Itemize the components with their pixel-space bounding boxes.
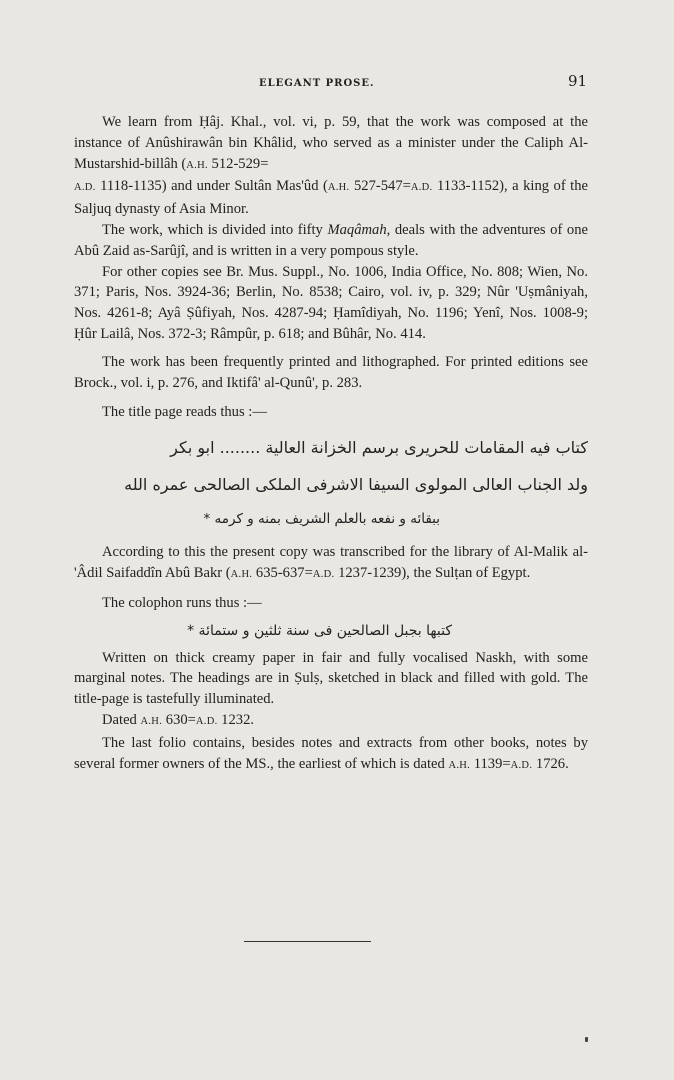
arabic-title-line-2: ولد الجناب العالى المولوى السيفا الاشرفى الملكى الصالحى عمره الله [124, 475, 588, 495]
colophon-intro: The colophon runs thus :— [102, 594, 262, 611]
page-header [0, 68, 674, 92]
paragraph-1: We learn from Ḥâj. Khal., vol. vi, p. 59, that the work was composed at the instance of Anûshirawân bin Khâlid, who served as a minister under the Caliph Al-Mustarshid-billâh (A.H. 512-529= A.D. 1118-1135) and under Sultân Mas'ûd (A.H. 527-547=A.D. 1133-1152), a king of the Saljuq dynasty of Asia Minor. [74, 114, 589, 218]
paragraph-3: For other copies see Br. Mus. Suppl., No. 1006, India Office, No. 808; Wien, No. 371; Paris, Nos. 3924-36; Berlin, No. 8538; Cairo, vol. iv, p. 329; Nûr 'Uṣmâniyah, Nos. 4261-8; Ayâ Ṣûfiyah, Nos. 4287-94; Ḥamîdiyah, No. 1196; Yenî, Nos. 1008-9; Ḥûr Lailâ, Nos. 372-3; Râmpûr, p. 618; and Bûhâr, No. 414. [74, 263, 588, 342]
section-divider [244, 941, 371, 942]
main-text [74, 112, 588, 776]
paragraph-6: Written on thick creamy paper in fair and fully vocalised Naskh, with some marginal notes. The headings are in Ṣulṣ, sketched in black and filled with gold. The title-page is tastefully illuminated. [74, 649, 588, 708]
paragraph-7: The last folio contains, besides notes and extracts from other books, notes by several former owners of the MS., the earliest of which is dated A.H. 1139=A.D. 1726. [74, 734, 588, 772]
paragraph-4: The work has been frequently printed and lithographed. For printed editions see Brock., vol. i, p. 276, and Iktifâ' al-Qunû', p. 283. [74, 353, 588, 391]
running-head: ELEGANT PROSE. [259, 78, 375, 89]
dated-line: Dated A.H. 630=A.D. 1232. [102, 711, 255, 728]
paragraph-5: According to this the present copy was transcribed for the library of Al-Malik al-'Âdil Saifaddîn Abû Bakr (A.H. 635-637=A.D. 1237-1239), the Sulṭan of Egypt. [74, 544, 588, 581]
title-intro: The title page reads thus :— [102, 404, 267, 421]
ink-speck [585, 1037, 588, 1042]
arabic-title-line-1: كتاب فيه المقامات للحريرى برسم الخزانة العالية ........ ابو بكر [170, 438, 588, 458]
page-number: 91 [568, 72, 588, 90]
paragraph-2: The work, which is divided into fifty Maqâmah, deals with the adventures of one Abû Zaid as-Sarûjî, and is written in a very pompous style. [74, 221, 588, 259]
arabic-title-line-3: ببقائه و نفعه بالعلم الشريف بمنه و كرمه * [203, 511, 440, 528]
arabic-colophon: كتبها بجبل الصالحين فى سنة ثلثين و ستمائة * [187, 622, 452, 639]
